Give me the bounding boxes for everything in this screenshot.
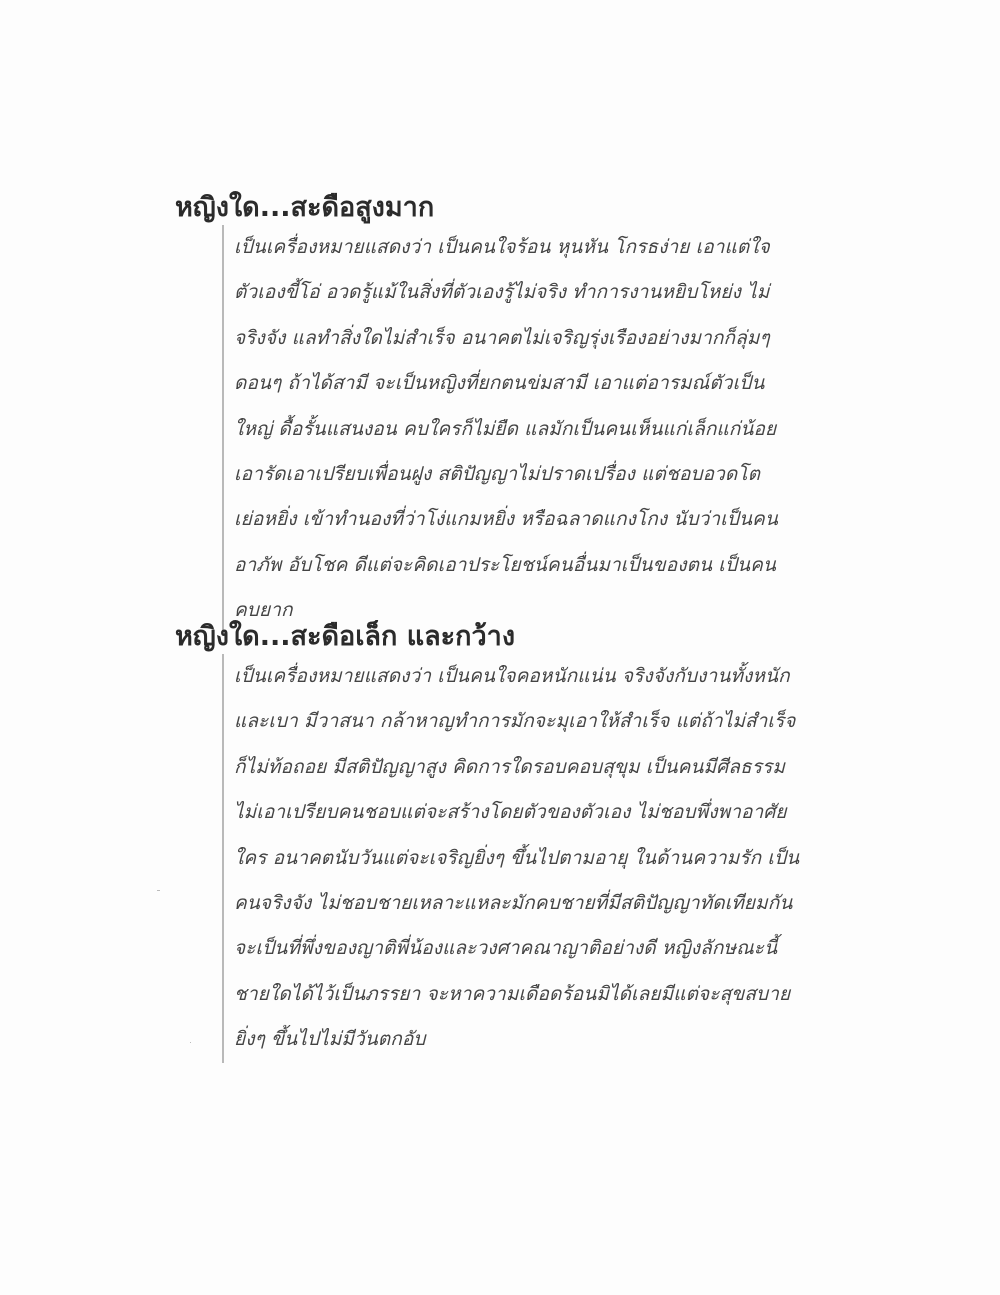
section-body xyxy=(222,654,834,1063)
body-line: ยิ่งๆ ขึ้นไปไม่มีวันตกอับ xyxy=(234,1028,426,1051)
body-line: จริงจัง แลทำสิ่งใดไม่สำเร็จ อนาคตไม่เจริญรุ่งเรืองอย่างมากก็ลุ่มๆ xyxy=(234,326,770,349)
body-line: คบยาก xyxy=(234,599,293,622)
body-line: ใคร อนาคตนับวันแต่จะเจริญยิ่งๆ ขึ้นไปตามอายุ ในด้านความรัก เป็น xyxy=(234,846,800,869)
body-line: อาภัพ อับโชค ดีแต่จะคิดเอาประโยชน์คนอื่นมาเป็นของตน เป็นคน xyxy=(234,553,776,576)
section-title: หญิงใด...สะดือเล็ก และกว้าง xyxy=(175,621,516,652)
body-line: และเบา มีวาสนา กล้าหาญทำการมักจะมุเอาให้สำเร็จ แต่ถ้าไม่สำเร็จ xyxy=(234,710,796,733)
body-line: จะเป็นที่พึ่งของญาติพี่น้องและวงศาคณาญาติอย่างดี หญิงลักษณะนี้ xyxy=(234,937,778,960)
body-line: เอารัดเอาเปรียบเพื่อนฝูง สติปัญญาไม่ปราดเปรื่อง แต่ชอบอวดโต xyxy=(234,462,761,485)
body-line: ตัวเองขี้โอ่ อวดรู้แม้ในสิ่งที่ตัวเองรู้ไม่จริง ทำการงานหยิบโหย่ง ไม่ xyxy=(234,281,770,304)
body-line: ไม่เอาเปรียบคนชอบแต่จะสร้างโดยตัวของตัวเอง ไม่ชอบพึ่งพาอาศัย xyxy=(234,801,787,824)
body-line: เป็นเครื่องหมายแสดงว่า เป็นคนใจคอหนักแน่น จริงจังกับงานทั้งหนัก xyxy=(234,665,790,687)
body-line: ดอนๆ ถ้าได้สามี จะเป็นหญิงที่ยกตนข่มสามี เอาแต่อารมณ์ตัวเป็น xyxy=(234,372,765,395)
body-line: เย่อหยิ่ง เข้าทำนองที่ว่าโง่แกมหยิ่ง หรือฉลาดแกงโกง นับว่าเป็นคน xyxy=(234,508,778,531)
body-line: ก็ไม่ท้อถอย มีสติปัญญาสูง คิดการใดรอบคอบสุขุม เป็นคนมีศีลธรรม xyxy=(234,755,785,778)
scan-speck xyxy=(157,890,160,891)
body-line: คนจริงจัง ไม่ชอบชายเหลาะแหละมักคบชายที่มีสติปัญญาทัดเทียมกัน xyxy=(234,891,793,914)
body-line: ชายใดได้ไว้เป็นภรรยา จะหาความเดือดร้อนมิได้เลยมีแต่จะสุขสบาย xyxy=(234,982,791,1005)
scan-speck xyxy=(190,1042,191,1043)
section-title: หญิงใด...สะดือสูงมาก xyxy=(175,192,435,223)
section-body xyxy=(222,225,834,634)
body-line: เป็นเครื่องหมายแสดงว่า เป็นคนใจร้อน หุนหัน โกรธง่าย เอาแต่ใจ xyxy=(234,236,770,258)
body-line: ใหญ่ ดื้อรั้นแสนงอน คบใครก็ไม่ยืด แลมักเป็นคนเห็นแก่เล็กแก่น้อย xyxy=(234,417,777,440)
